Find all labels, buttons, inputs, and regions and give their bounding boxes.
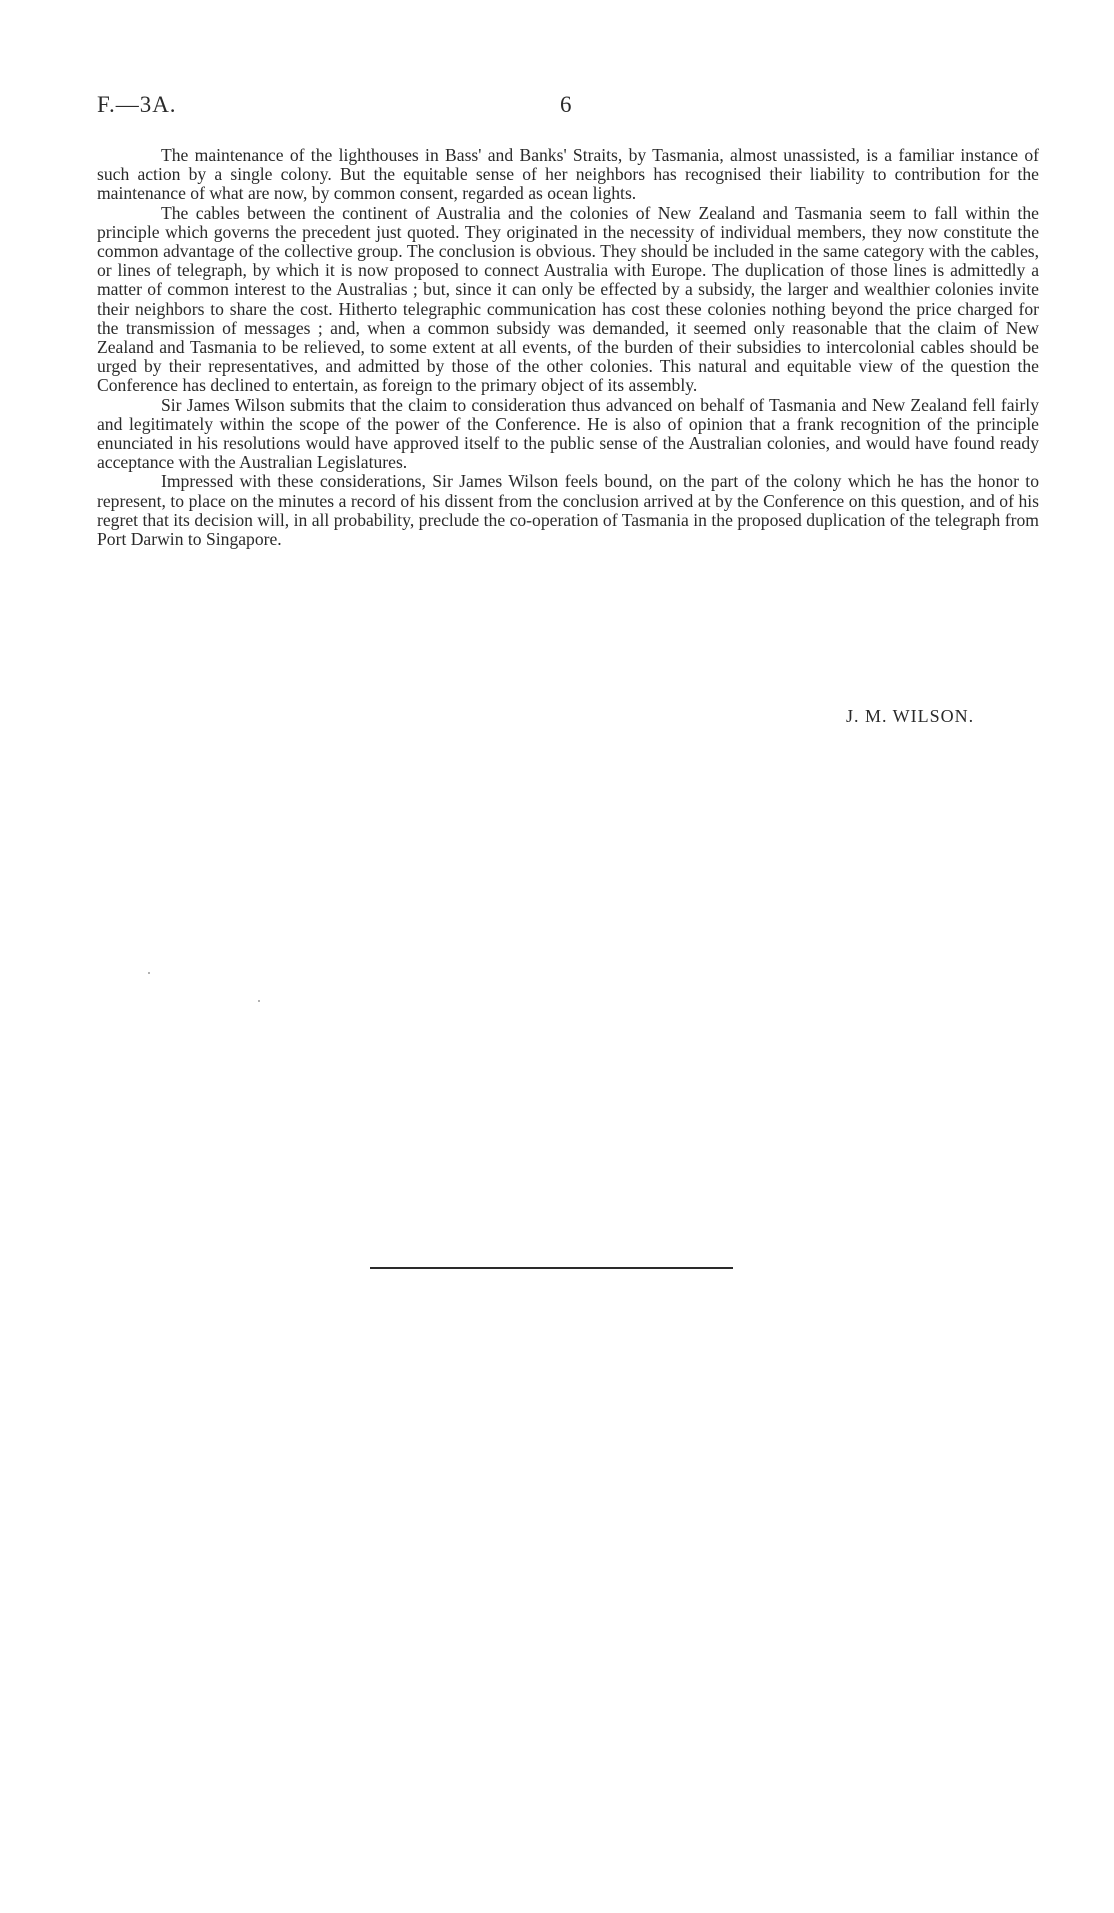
body-text [97,146,1039,549]
page-number: 6 [560,92,572,117]
paragraph-cables: The cables between the continent of Australia and the colonies of New Zealand and Tasmania seem to fall within the principle which governs the precedent just quoted. They originated in the necessity of individual members, they now constitute the common advantage of the collective group. The conclusion is obvious. They should be included in the same category with the cables, or lines of telegraph, by which it is now proposed to connect Australia with Europe. The duplication of those lines is admittedly a matter of common interest to the Australias ; but, since it can only be effected by a subsidy, the larger and wealthier colonies invite their neighbors to share the cost. Hitherto telegraphic communication has cost these colonies nothing beyond the price charged for the transmission of messages ; and, when a common subsidy was demanded, it seemed only reasonable that the claim of New Zealand and Tasmania to be relieved, to some extent at all events, of the burden of their subsidies to intercolonial cables should be urged by their representatives, and admitted by those of the other colonies. This natural and equitable view of the question the Conference has declined to entertain, as foreign to the primary object of its assembly. [97,202,1039,396]
paragraph-lighthouses: The maintenance of the lighthouses in Bass' and Banks' Straits, by Tasmania, almost unassisted, is a familiar instance of such action by a single colony. But the equitable sense of her neighbors has recognised their liability to contribution for the maintenance of what are now, by common consent, regarded as ocean lights. [97,145,1039,204]
closing-rule [370,1267,733,1269]
signature: J. M. WILSON. [846,706,975,726]
scan-speck [148,972,150,974]
paragraph-claim: Sir James Wilson submits that the claim to consideration thus advanced on behalf of Tasmania and New Zealand fell fairly and legitimately within the scope of the power of the Conference. He is also of opinion that a frank recognition of the principle enunciated in his resolutions would have approved itself to the public sense of the Australian colonies, and would have found ready acceptance with the Australian Legislatures. [97,394,1039,473]
scan-speck [258,1000,260,1002]
page-header [97,92,1037,122]
document-reference: F.—3A. [97,92,177,117]
paragraph-dissent: Impressed with these considerations, Sir James Wilson feels bound, on the part of the colony which he has the honor to represent, to place on the minutes a record of his dissent from the conclusion arrived at by the Conference on this question, and of his regret that its decision will, in all probability, preclude the co-operation of Tasmania in the proposed duplication of the telegraph from Port Darwin to Singapore. [97,471,1039,550]
